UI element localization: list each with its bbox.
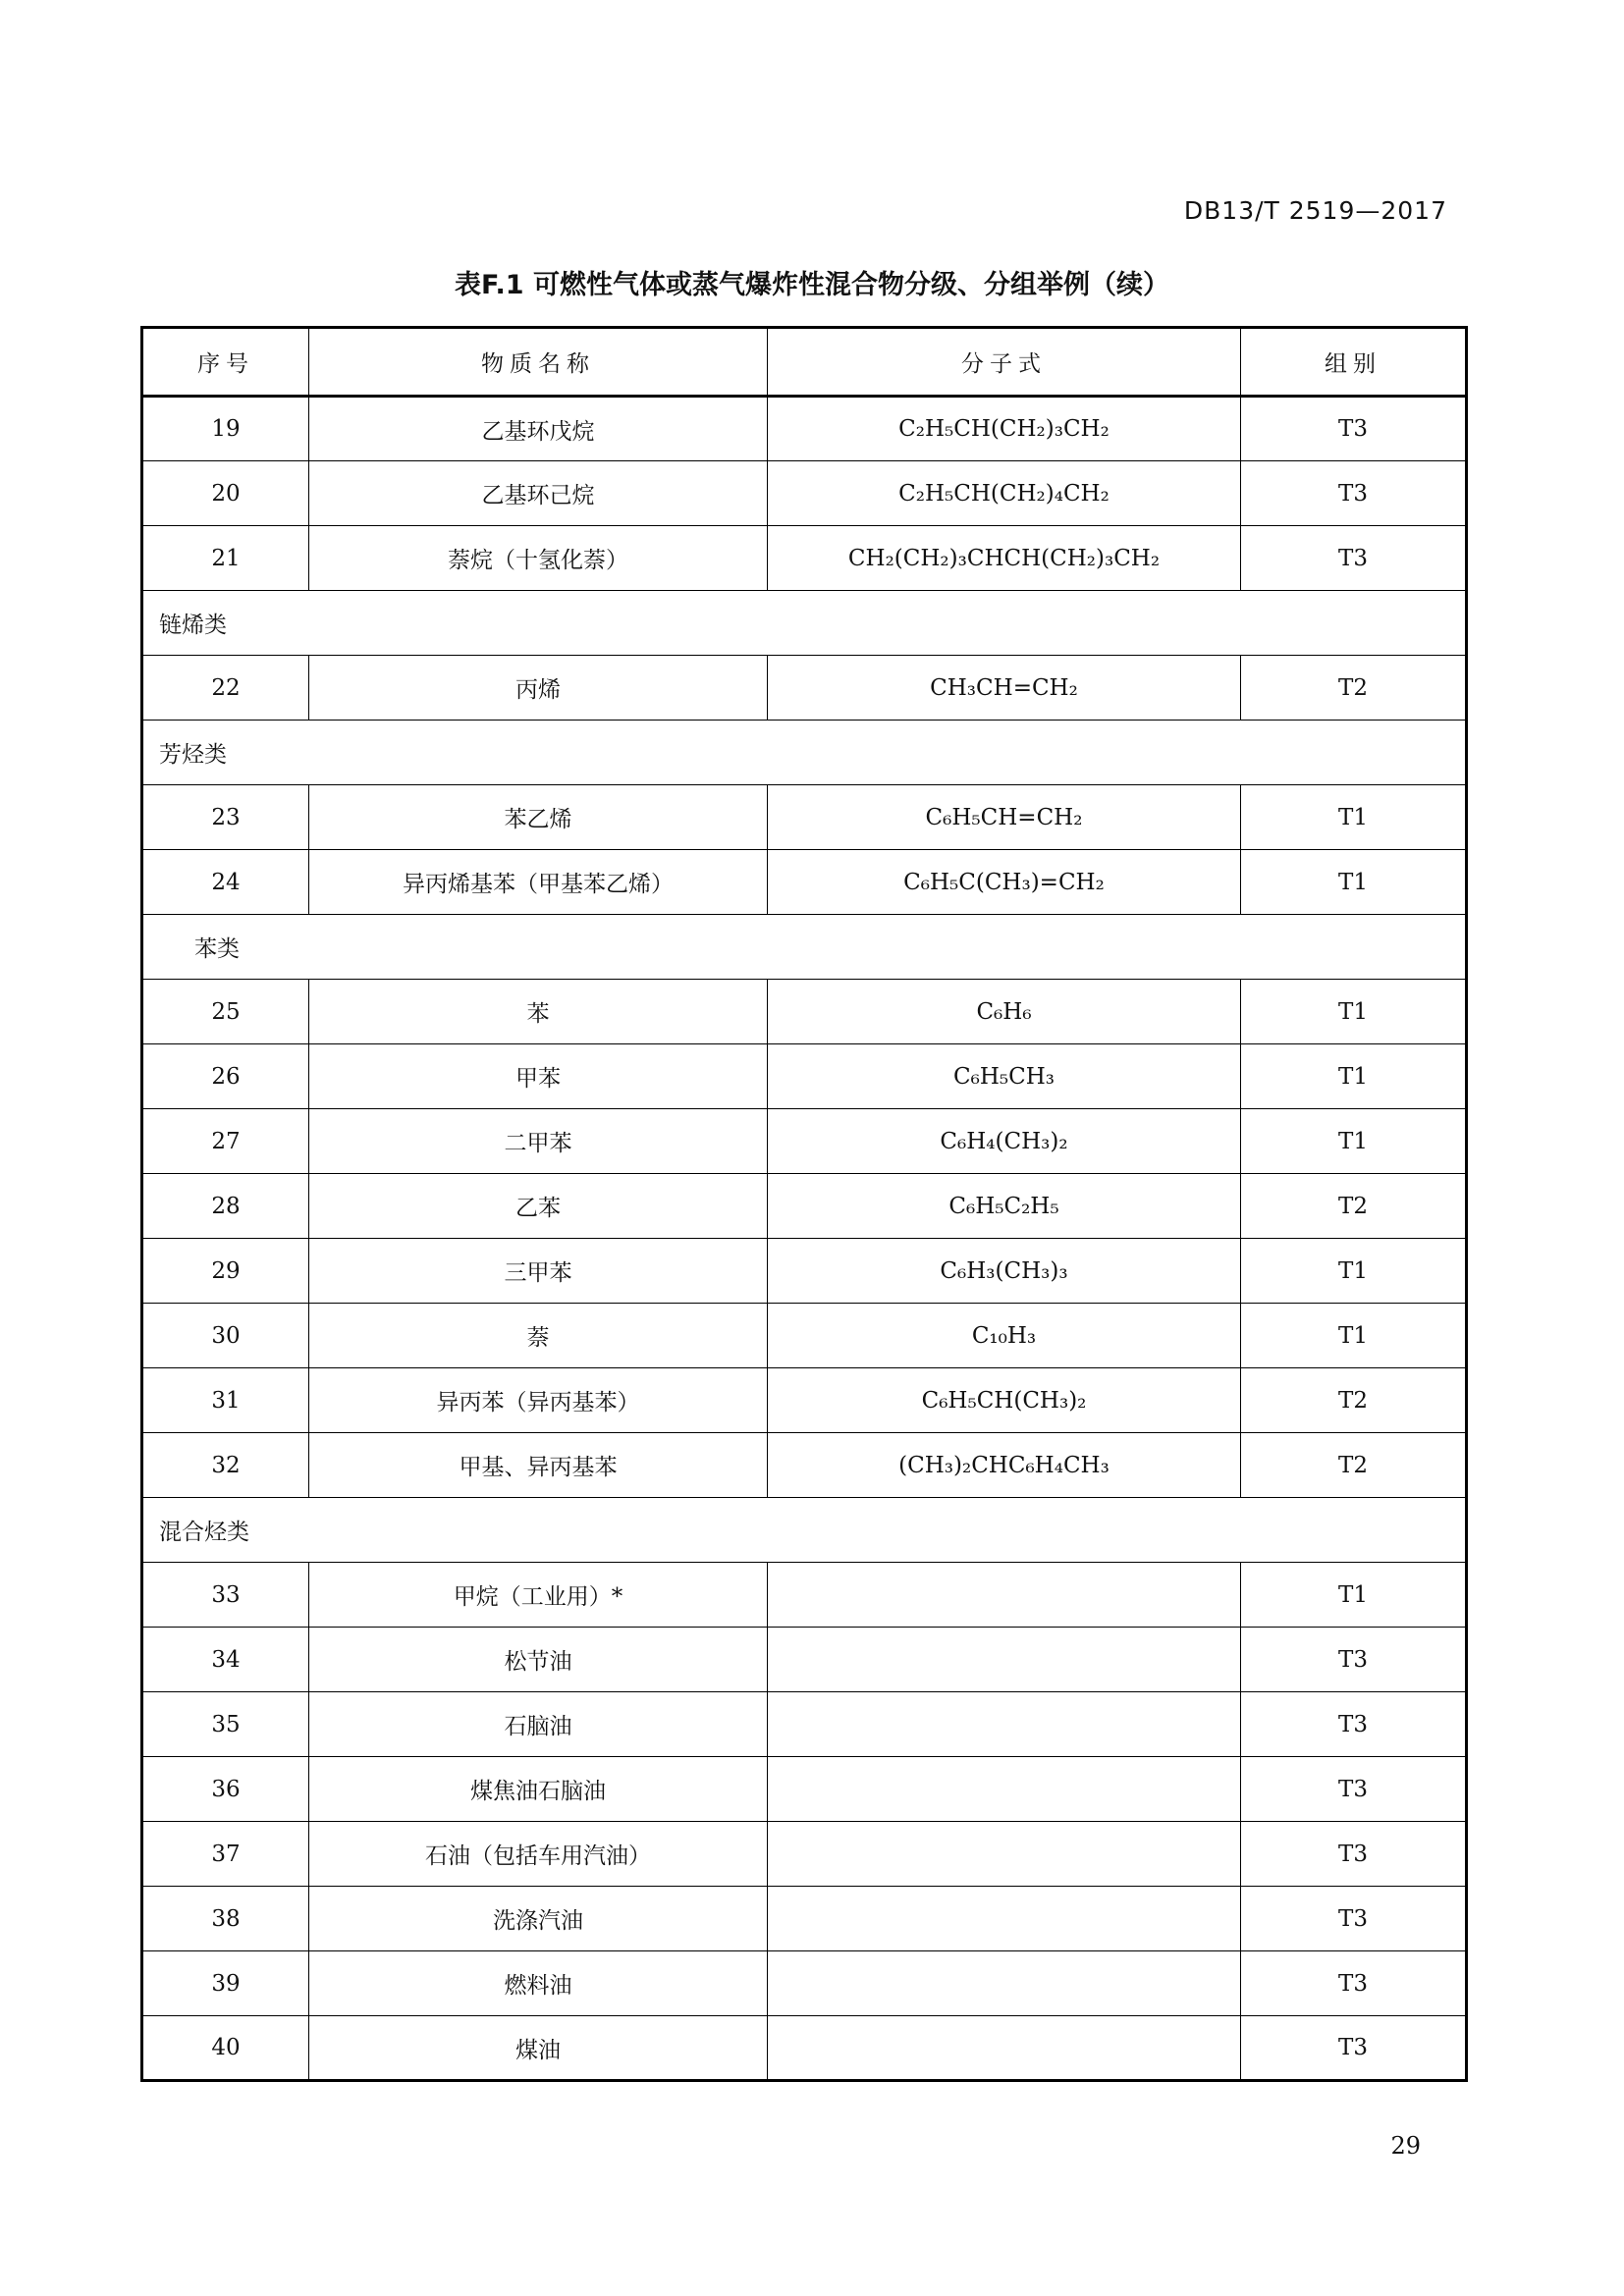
substance-name: 萘烷（十氢化萘） xyxy=(309,526,768,591)
substance-name: 苯乙烯 xyxy=(309,785,768,850)
molecular-formula: C₆H₅CH₃ xyxy=(768,1044,1241,1109)
standard-code: DB13/T 2519—2017 xyxy=(1183,196,1447,225)
substance-name: 燃料油 xyxy=(309,1951,768,2016)
molecular-formula: C₆H₃(CH₃)₃ xyxy=(768,1239,1241,1304)
temperature-group: T1 xyxy=(1241,1239,1467,1304)
temperature-group: T3 xyxy=(1241,1951,1467,2016)
substance-name: 三甲苯 xyxy=(309,1239,768,1304)
temperature-group: T1 xyxy=(1241,1563,1467,1628)
temperature-group: T3 xyxy=(1241,461,1467,526)
molecular-formula: C₆H₄(CH₃)₂ xyxy=(768,1109,1241,1174)
temperature-group: T3 xyxy=(1241,1757,1467,1822)
substance-name: 丙烯 xyxy=(309,656,768,721)
substance-name: 石油（包括车用汽油） xyxy=(309,1822,768,1887)
row-number: 36 xyxy=(142,1757,309,1822)
table-row xyxy=(142,1563,1467,1628)
substance-name: 异丙烯基苯（甲基苯乙烯） xyxy=(309,850,768,915)
column-header-group: 组别 xyxy=(1241,328,1467,397)
substance-name: 松节油 xyxy=(309,1628,768,1692)
category-label: 混合烃类 xyxy=(142,1498,1467,1563)
table-row xyxy=(142,1109,1467,1174)
temperature-group: T1 xyxy=(1241,850,1467,915)
substance-name: 乙基环己烷 xyxy=(309,461,768,526)
temperature-group: T3 xyxy=(1241,1628,1467,1692)
temperature-group: T3 xyxy=(1241,397,1467,461)
column-header-no: 序号 xyxy=(142,328,309,397)
molecular-formula xyxy=(768,1951,1241,2016)
temperature-group: T3 xyxy=(1241,2016,1467,2081)
molecular-formula: C₂H₅CH(CH₂)₄CH₂ xyxy=(768,461,1241,526)
substance-name: 乙基环戊烷 xyxy=(309,397,768,461)
row-number: 40 xyxy=(142,2016,309,2081)
table-row xyxy=(142,656,1467,721)
table-row xyxy=(142,1433,1467,1498)
column-header-name: 物质名称 xyxy=(309,328,768,397)
substance-name: 甲苯 xyxy=(309,1044,768,1109)
row-number: 28 xyxy=(142,1174,309,1239)
temperature-group: T1 xyxy=(1241,1304,1467,1368)
molecular-formula: C₆H₅C₂H₅ xyxy=(768,1174,1241,1239)
table-row xyxy=(142,1822,1467,1887)
category-label: 苯类 xyxy=(142,915,1467,980)
row-number: 35 xyxy=(142,1692,309,1757)
row-number: 26 xyxy=(142,1044,309,1109)
temperature-group: T1 xyxy=(1241,1044,1467,1109)
table-row xyxy=(142,1174,1467,1239)
molecular-formula xyxy=(768,1563,1241,1628)
temperature-group: T2 xyxy=(1241,1433,1467,1498)
substance-name: 萘 xyxy=(309,1304,768,1368)
row-number: 33 xyxy=(142,1563,309,1628)
table-row xyxy=(142,461,1467,526)
molecular-formula: C₆H₆ xyxy=(768,980,1241,1044)
row-number: 37 xyxy=(142,1822,309,1887)
molecular-formula: C₆H₅CH=CH₂ xyxy=(768,785,1241,850)
row-number: 38 xyxy=(142,1887,309,1951)
table-body xyxy=(142,397,1467,2081)
table-row xyxy=(142,1692,1467,1757)
row-number: 29 xyxy=(142,1239,309,1304)
table-row xyxy=(142,1887,1467,1951)
row-number: 21 xyxy=(142,526,309,591)
table-row xyxy=(142,1044,1467,1109)
row-number: 23 xyxy=(142,785,309,850)
temperature-group: T1 xyxy=(1241,1109,1467,1174)
molecular-formula xyxy=(768,2016,1241,2081)
substance-name: 甲烷（工业用）* xyxy=(309,1563,768,1628)
substance-name: 煤焦油石脑油 xyxy=(309,1757,768,1822)
molecular-formula xyxy=(768,1628,1241,1692)
substance-name: 洗涤汽油 xyxy=(309,1887,768,1951)
molecular-formula xyxy=(768,1757,1241,1822)
temperature-group: T1 xyxy=(1241,785,1467,850)
table-row xyxy=(142,850,1467,915)
table-row xyxy=(142,1304,1467,1368)
row-number: 24 xyxy=(142,850,309,915)
category-row xyxy=(142,1498,1467,1563)
table-row xyxy=(142,397,1467,461)
column-header-formula: 分子式 xyxy=(768,328,1241,397)
molecular-formula xyxy=(768,1692,1241,1757)
row-number: 34 xyxy=(142,1628,309,1692)
substance-name: 甲基、异丙基苯 xyxy=(309,1433,768,1498)
category-label: 链烯类 xyxy=(142,591,1467,656)
table-row xyxy=(142,1951,1467,2016)
category-label: 芳烃类 xyxy=(142,721,1467,785)
molecular-formula xyxy=(768,1887,1241,1951)
table-row xyxy=(142,1757,1467,1822)
row-number: 25 xyxy=(142,980,309,1044)
molecular-formula xyxy=(768,1822,1241,1887)
molecular-formula: C₂H₅CH(CH₂)₃CH₂ xyxy=(768,397,1241,461)
molecular-formula: CH₂(CH₂)₃CHCH(CH₂)₃CH₂ xyxy=(768,526,1241,591)
row-number: 30 xyxy=(142,1304,309,1368)
temperature-group: T3 xyxy=(1241,1692,1467,1757)
table-row xyxy=(142,1239,1467,1304)
substance-name: 异丙苯（异丙基苯） xyxy=(309,1368,768,1433)
table-row xyxy=(142,1628,1467,1692)
row-number: 27 xyxy=(142,1109,309,1174)
table-row xyxy=(142,785,1467,850)
table-row xyxy=(142,526,1467,591)
substance-name: 苯 xyxy=(309,980,768,1044)
substance-name: 石脑油 xyxy=(309,1692,768,1757)
row-number: 19 xyxy=(142,397,309,461)
temperature-group: T3 xyxy=(1241,1887,1467,1951)
molecular-formula: CH₃CH=CH₂ xyxy=(768,656,1241,721)
temperature-group: T1 xyxy=(1241,980,1467,1044)
substance-name: 乙苯 xyxy=(309,1174,768,1239)
molecular-formula: C₁₀H₃ xyxy=(768,1304,1241,1368)
table-header-row xyxy=(142,328,1467,397)
table-title: 表F.1 可燃性气体或蒸气爆炸性混合物分级、分组举例（续） xyxy=(455,270,1169,300)
substance-name: 煤油 xyxy=(309,2016,768,2081)
temperature-group: T2 xyxy=(1241,1368,1467,1433)
classification-table xyxy=(140,326,1468,2082)
row-number: 32 xyxy=(142,1433,309,1498)
row-number: 31 xyxy=(142,1368,309,1433)
molecular-formula: (CH₃)₂CHC₆H₄CH₃ xyxy=(768,1433,1241,1498)
temperature-group: T2 xyxy=(1241,1174,1467,1239)
row-number: 20 xyxy=(142,461,309,526)
molecular-formula: C₆H₅CH(CH₃)₂ xyxy=(768,1368,1241,1433)
temperature-group: T3 xyxy=(1241,526,1467,591)
table-row xyxy=(142,1368,1467,1433)
category-row xyxy=(142,591,1467,656)
temperature-group: T2 xyxy=(1241,656,1467,721)
table-row xyxy=(142,2016,1467,2081)
row-number: 22 xyxy=(142,656,309,721)
table-row xyxy=(142,980,1467,1044)
category-row xyxy=(142,721,1467,785)
substance-name: 二甲苯 xyxy=(309,1109,768,1174)
temperature-group: T3 xyxy=(1241,1822,1467,1887)
row-number: 39 xyxy=(142,1951,309,2016)
molecular-formula: C₆H₅C(CH₃)=CH₂ xyxy=(768,850,1241,915)
category-row xyxy=(142,915,1467,980)
page-number: 29 xyxy=(1390,2132,1421,2160)
